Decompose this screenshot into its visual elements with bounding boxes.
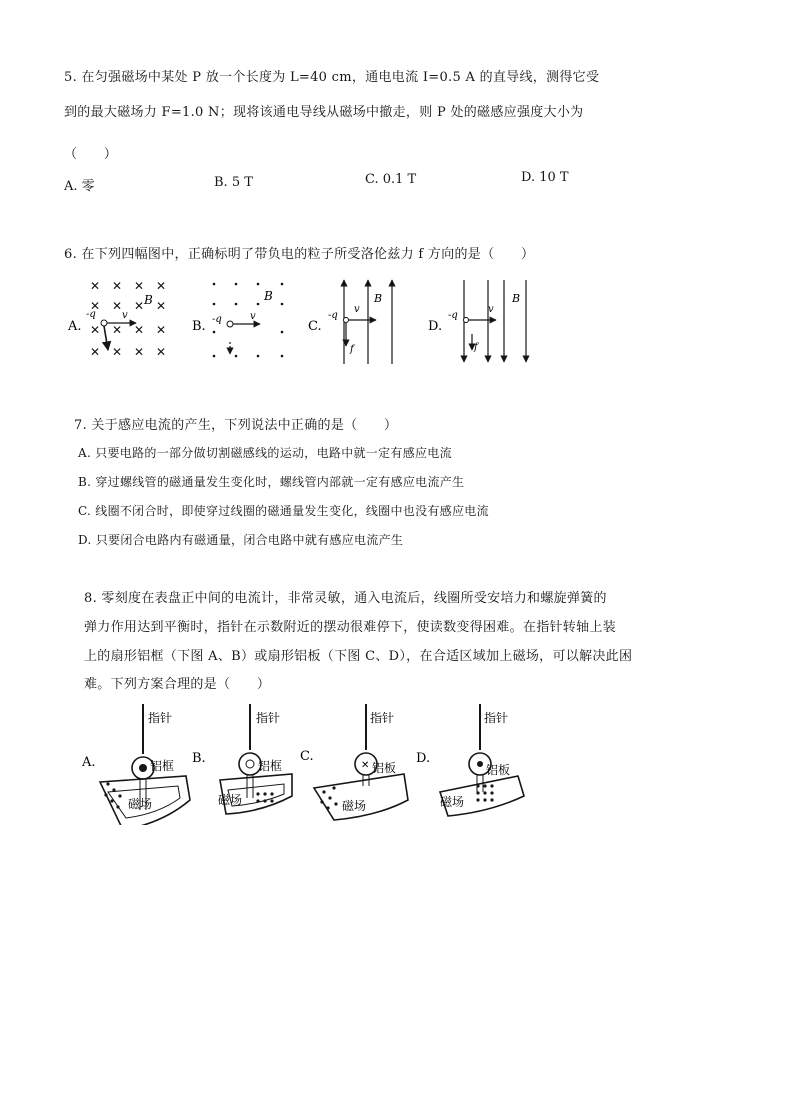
q5-stem-line2: 到的最大磁场力 F=1.0 N；现将该通电导线从磁场中撤走，则 P 处的磁感应强度大小为 [64,105,584,120]
sector-plate [314,774,408,820]
field-dots [320,786,337,809]
field-dots [104,782,121,808]
q8-c-field: 磁场 [342,799,367,813]
q6-figure-c [308,280,392,364]
q8-label-b: B. [192,751,206,766]
charged-particle [227,321,233,327]
q5-option-a: A. 零 [64,179,95,194]
q6-label-a: A. [68,319,82,334]
q8-d-field: 磁场 [440,795,465,809]
q6-b-field: B [264,289,273,303]
svg-text:✕: ✕ [90,299,101,313]
q6-d-force: f [474,342,478,353]
svg-text:✕: ✕ [112,323,123,337]
field-dots [256,792,273,802]
q7-option-d: D. 只要闭合电路内有磁通量，闭合电路中就有感应电流产生 [78,533,404,547]
q6-figure-b [192,283,283,358]
charged-particle [101,320,107,326]
q6-c-force: f [350,344,354,355]
svg-text:✕: ✕ [156,323,167,337]
q8-a-frame: 铝框 [150,759,175,773]
q6-a-field: B [144,293,153,307]
svg-text:✕: ✕ [134,299,145,313]
q8-figure-b [192,704,292,814]
q8-b-field: 磁场 [218,793,243,807]
q6-figure-a [67,279,166,359]
q6-figure-d [428,280,526,362]
q6-d-charge: -q [448,310,458,321]
svg-text:✕: ✕ [90,323,101,337]
svg-text:✕: ✕ [134,279,145,293]
svg-text:✕: ✕ [90,345,101,359]
svg-text:✕: ✕ [134,345,145,359]
q5-option-c: C. 0.1 T [365,172,417,187]
svg-text:✕: ✕ [134,323,145,337]
q5-bracket: （ ） [64,147,118,162]
q8-c-pointer: 指针 [370,711,395,725]
svg-text:✕: ✕ [112,345,123,359]
force-arrow [104,326,108,350]
svg-text:✕: ✕ [156,299,167,313]
q7-option-b: B. 穿过螺线管的磁通量发生变化时，螺线管内部就一定有感应电流产生 [78,475,465,489]
q6-d-velocity: v [488,304,494,315]
q6-a-velocity: v [122,310,128,321]
q7-stem: 7. 关于感应电流的产生，下列说法中正确的是（ ） [74,418,398,433]
q8-figures [78,700,548,825]
q8-d-plate: 铝板 [486,763,511,777]
q8-figure-a [81,704,190,825]
svg-text:✕: ✕ [156,279,167,293]
q6-c-velocity: v [354,304,360,315]
q8-stem-line3: 上的扇形铝框（下图 A、B）或扇形铝板（下图 C、D），在合适区域加上磁场，可以解决此困 [84,649,633,664]
q8-figure-c [300,704,408,820]
q5-option-d: D. 10 T [521,170,569,185]
q8-label-c: C. [300,749,314,764]
q6-label-d: D. [428,319,443,334]
q8-d-pointer: 指针 [484,711,509,725]
q6-c-field: B [374,292,383,305]
q6-label-b: B. [192,319,206,334]
q6-a-charge: -q [86,309,96,320]
q8-figure-d [416,704,524,816]
svg-text:✕: ✕ [361,760,370,771]
q8-c-plate: 铝板 [372,761,397,775]
cross-field-marks [90,279,166,359]
q6-figures [60,272,560,372]
q5-option-b: B. 5 T [214,175,253,190]
field-dots [476,784,493,801]
q8-label-d: D. [416,751,431,766]
q8-b-pointer: 指针 [256,711,281,725]
charged-particle [344,318,349,323]
svg-text:✕: ✕ [112,299,123,313]
q8-label-a: A. [82,755,96,770]
q6-stem: 6. 在下列四幅图中，正确标明了带负电的粒子所受洛伦兹力 f 方向的是（ ） [64,247,535,262]
q6-label-c: C. [308,319,322,334]
svg-text:✕: ✕ [112,279,123,293]
q8-stem-line4: 难。下列方案合理的是（ ） [84,677,271,692]
q6-b-charge: -q [212,314,222,325]
q7-option-a: A. 只要电路的一部分做切割磁感线的运动，电路中就一定有感应电流 [78,446,452,460]
q6-c-charge: -q [328,310,338,321]
q8-a-pointer: 指针 [148,711,173,725]
q6-d-field: B [512,292,521,305]
q7-option-c: C. 线圈不闭合时，即使穿过线圈的磁通量发生变化，线圈中也没有感应电流 [78,504,489,518]
svg-text:✕: ✕ [156,345,167,359]
q8-stem-line1: 8. 零刻度在表盘正中间的电流计，非常灵敏，通入电流后，线圈所受安培力和螺旋弹簧的 [84,591,607,606]
charged-particle [464,318,469,323]
q8-stem-line2: 弹力作用达到平衡时，指针在示数附近的摆动很难停下，使读数变得困难。在指针转轴上装 [84,620,617,635]
svg-text:✕: ✕ [90,279,101,293]
q5-stem-line1: 5. 在匀强磁场中某处 P 放一个长度为 L=40 cm，通电电流 I=0.5 A 的直导线，测得它受 [64,70,600,85]
q6-b-velocity: v [250,311,256,322]
q8-b-frame: 铝框 [258,759,283,773]
q8-a-field: 磁场 [128,797,153,811]
